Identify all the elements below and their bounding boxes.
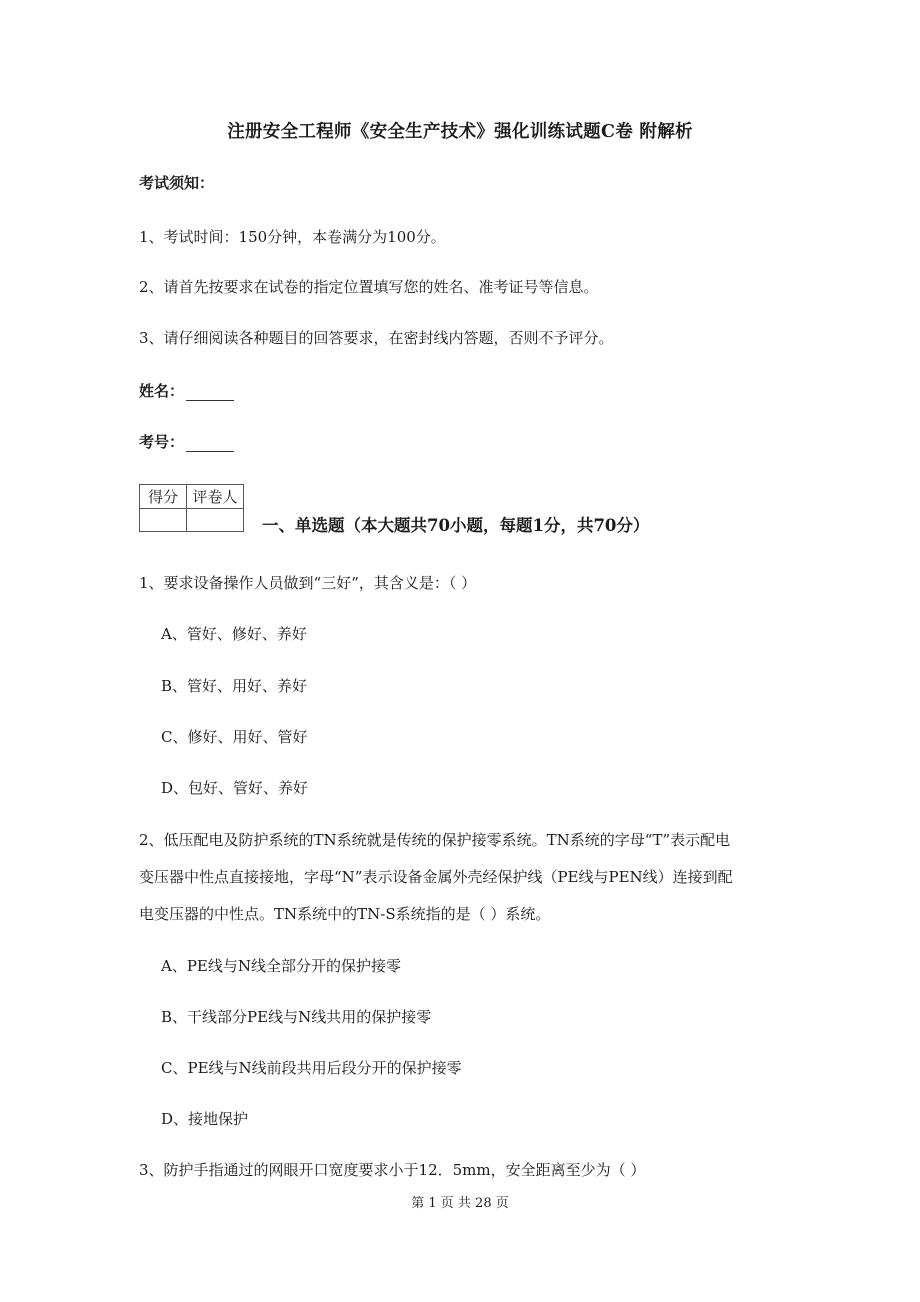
section-title: 一、单选题（本大题共70小题，每题1分，共70分） (262, 516, 650, 535)
q2-option-a: A、PE线与N线全部分开的保护接零 (161, 957, 402, 975)
grader-header: 评卷人 (187, 485, 244, 509)
question-2-line-3: 电变压器的中性点。TN系统中的TN-S系统指的是（ ）系统。 (139, 905, 551, 923)
question-2-line-1: 2、低压配电及防护系统的TN系统就是传统的保护接零系统。TN系统的字母“T”表示配电 (139, 831, 731, 849)
name-label: 姓名： (139, 382, 185, 400)
question-2-line-2: 变压器中性点直接接地，字母“N”表示设备金属外壳经保护线（PE线与PEN线）连接到配 (139, 868, 733, 886)
score-cell (140, 509, 187, 532)
q2-option-d: D、接地保护 (161, 1110, 249, 1128)
q1-option-b: B、管好、用好、养好 (161, 677, 308, 695)
question-1: 1、要求设备操作人员做到“三好”，其含义是：（ ） (139, 574, 477, 592)
q1-option-a: A、管好、修好、养好 (161, 625, 307, 643)
notice-item-3: 3、请仔细阅读各种题目的回答要求，在密封线内答题，否则不予评分。 (139, 329, 614, 347)
notice-item-2: 2、请首先按要求在试卷的指定位置填写您的姓名、准考证号等信息。 (139, 278, 599, 296)
question-3: 3、防护手指通过的网眼开口宽度要求小于12．5mm，安全距离至少为（ ） (139, 1161, 646, 1179)
score-header: 得分 (140, 485, 187, 509)
exam-number-field (139, 431, 234, 452)
grader-cell (187, 509, 244, 532)
q1-option-d: D、包好、管好、养好 (161, 779, 309, 797)
score-table (139, 484, 244, 532)
q2-option-b: B、干线部分PE线与N线共用的保护接零 (161, 1008, 432, 1026)
page-footer: 第 1 页 共 28 页 (411, 1196, 509, 1211)
q2-option-c: C、PE线与N线前段共用后段分开的保护接零 (161, 1059, 462, 1077)
exam-number-blank (186, 437, 234, 452)
document-title: 注册安全工程师《安全生产技术》强化训练试题C卷 附解析 (227, 122, 693, 142)
notice-item-1: 1、考试时间：150分钟，本卷满分为100分。 (139, 228, 446, 246)
name-blank (186, 386, 234, 401)
notice-heading: 考试须知： (139, 174, 215, 192)
exam-number-label: 考号： (139, 433, 185, 451)
name-field (139, 380, 234, 401)
q1-option-c: C、修好、用好、管好 (161, 728, 308, 746)
